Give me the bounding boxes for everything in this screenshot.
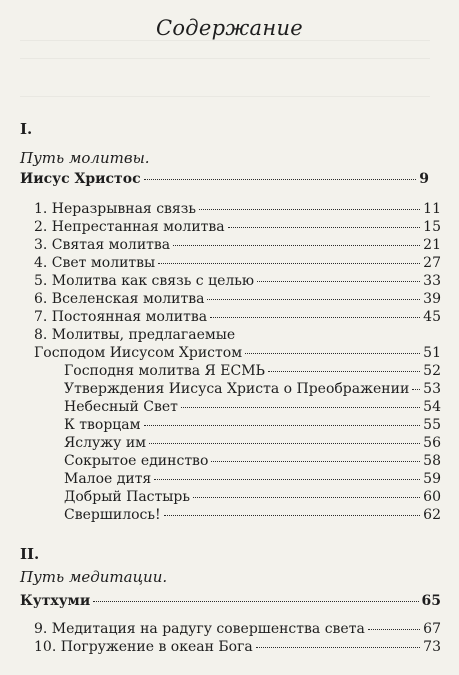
toc-subentry[interactable] xyxy=(64,488,441,506)
toc-subentry[interactable] xyxy=(64,416,441,434)
toc-page-number: 56 xyxy=(423,435,441,451)
toc-entry[interactable] xyxy=(34,344,441,362)
dot-leader xyxy=(207,298,420,300)
dot-leader xyxy=(257,280,420,282)
bleed-through-line xyxy=(20,40,430,41)
toc-subentry[interactable] xyxy=(64,452,441,470)
toc-label: 7. Постоянная молитва xyxy=(34,309,208,325)
dot-leader xyxy=(368,628,420,630)
dot-leader xyxy=(256,646,420,648)
toc-subentry[interactable] xyxy=(64,470,441,488)
dot-leader xyxy=(173,244,420,246)
toc-label: 1. Неразрывная связь xyxy=(34,201,197,217)
toc-entry[interactable] xyxy=(34,620,441,638)
toc-label: 6. Вселенская молитва xyxy=(34,291,205,307)
toc-page-number: 73 xyxy=(423,639,441,655)
toc-label: Яслужу им xyxy=(64,435,147,451)
dot-leader xyxy=(210,316,420,318)
dot-leader xyxy=(149,442,420,444)
toc-page-number: 15 xyxy=(423,219,441,235)
toc-label: Малое дитя xyxy=(64,471,152,487)
dot-leader xyxy=(245,352,420,354)
toc-label: Утверждения Иисуса Христа о Преображении xyxy=(64,381,410,397)
toc-label: Свершилось! xyxy=(64,507,161,523)
section-name: Путь молитвы. xyxy=(20,149,150,167)
dot-leader xyxy=(199,208,420,210)
toc-page-number: 65 xyxy=(421,593,441,609)
dot-leader xyxy=(228,226,421,228)
toc-label: Господом Иисусом Христом xyxy=(34,345,243,361)
toc-subentry[interactable] xyxy=(64,506,441,524)
section-number: I. xyxy=(20,120,33,138)
toc-page-number: 39 xyxy=(423,291,441,307)
toc-label: 10. Погружение в океан Бога xyxy=(34,639,253,655)
section-number: II. xyxy=(20,545,40,563)
toc-page-number: 21 xyxy=(423,237,441,253)
dot-leader xyxy=(412,388,420,390)
page-title: Содержание xyxy=(155,16,304,40)
toc-label: Иисус Христос xyxy=(20,171,141,187)
toc-page-number: 11 xyxy=(423,201,441,217)
toc-label: 2. Непрестанная молитва xyxy=(34,219,225,235)
dot-leader xyxy=(164,514,421,516)
toc-label: Кутхуми xyxy=(20,593,91,609)
dot-leader xyxy=(181,406,420,408)
dot-leader xyxy=(211,460,420,462)
toc-page-number: 62 xyxy=(423,507,441,523)
dot-leader xyxy=(93,600,418,602)
dot-leader xyxy=(144,424,421,426)
toc-page-number: 45 xyxy=(423,309,441,325)
toc-entry[interactable] xyxy=(34,200,441,218)
toc-page-number: 27 xyxy=(423,255,441,271)
toc-label: 9. Медитация на радугу совершенства света xyxy=(34,621,365,637)
toc-page-number: 52 xyxy=(423,363,441,379)
dot-leader xyxy=(158,262,420,264)
toc-page-number: 9 xyxy=(419,171,429,187)
toc-entry[interactable] xyxy=(34,254,441,272)
toc-page-number: 55 xyxy=(423,417,441,433)
bleed-through-line xyxy=(20,58,430,59)
dot-leader xyxy=(268,370,420,372)
toc-label: Добрый Пастырь xyxy=(64,489,190,505)
toc-label: 5. Молитва как связь с целью xyxy=(34,273,255,289)
toc-page-number: 54 xyxy=(423,399,441,415)
toc-page-number: 51 xyxy=(423,345,441,361)
toc-label: 3. Святая молитва xyxy=(34,237,171,253)
toc-page-number: 60 xyxy=(423,489,441,505)
toc-entry[interactable] xyxy=(34,638,441,656)
toc-entry[interactable] xyxy=(34,236,441,254)
toc-page-number: 53 xyxy=(423,381,441,397)
section-name: Путь медитации. xyxy=(20,568,168,586)
toc-page-number: 67 xyxy=(423,621,441,637)
toc-subentry[interactable] xyxy=(64,398,441,416)
toc-section-header[interactable] xyxy=(20,170,429,188)
toc-entry[interactable] xyxy=(34,272,441,290)
toc-entry-first-line[interactable]: 8. Молитвы, предлагаемые xyxy=(34,327,236,343)
toc-entry[interactable] xyxy=(34,290,441,308)
dot-leader xyxy=(154,478,420,480)
toc-label: К творцам xyxy=(64,417,141,433)
toc-subentry[interactable] xyxy=(64,362,441,380)
toc-entry[interactable] xyxy=(34,308,441,326)
toc-label: Небесный Свет xyxy=(64,399,178,415)
toc-label: Сокрытое единство xyxy=(64,453,209,469)
toc-label: 4. Свет молитвы xyxy=(34,255,156,271)
toc-page-number: 33 xyxy=(423,273,441,289)
toc-page-number: 59 xyxy=(423,471,441,487)
toc-label: Господня молитва Я ЕСМЬ xyxy=(64,363,265,379)
toc-subentry[interactable] xyxy=(64,380,441,398)
dot-leader xyxy=(144,178,417,180)
bleed-through-line xyxy=(20,96,430,97)
toc-entry[interactable] xyxy=(34,218,441,236)
toc-section-header[interactable] xyxy=(20,592,441,610)
toc-subentry[interactable] xyxy=(64,434,441,452)
dot-leader xyxy=(193,496,420,498)
toc-page-number: 58 xyxy=(423,453,441,469)
